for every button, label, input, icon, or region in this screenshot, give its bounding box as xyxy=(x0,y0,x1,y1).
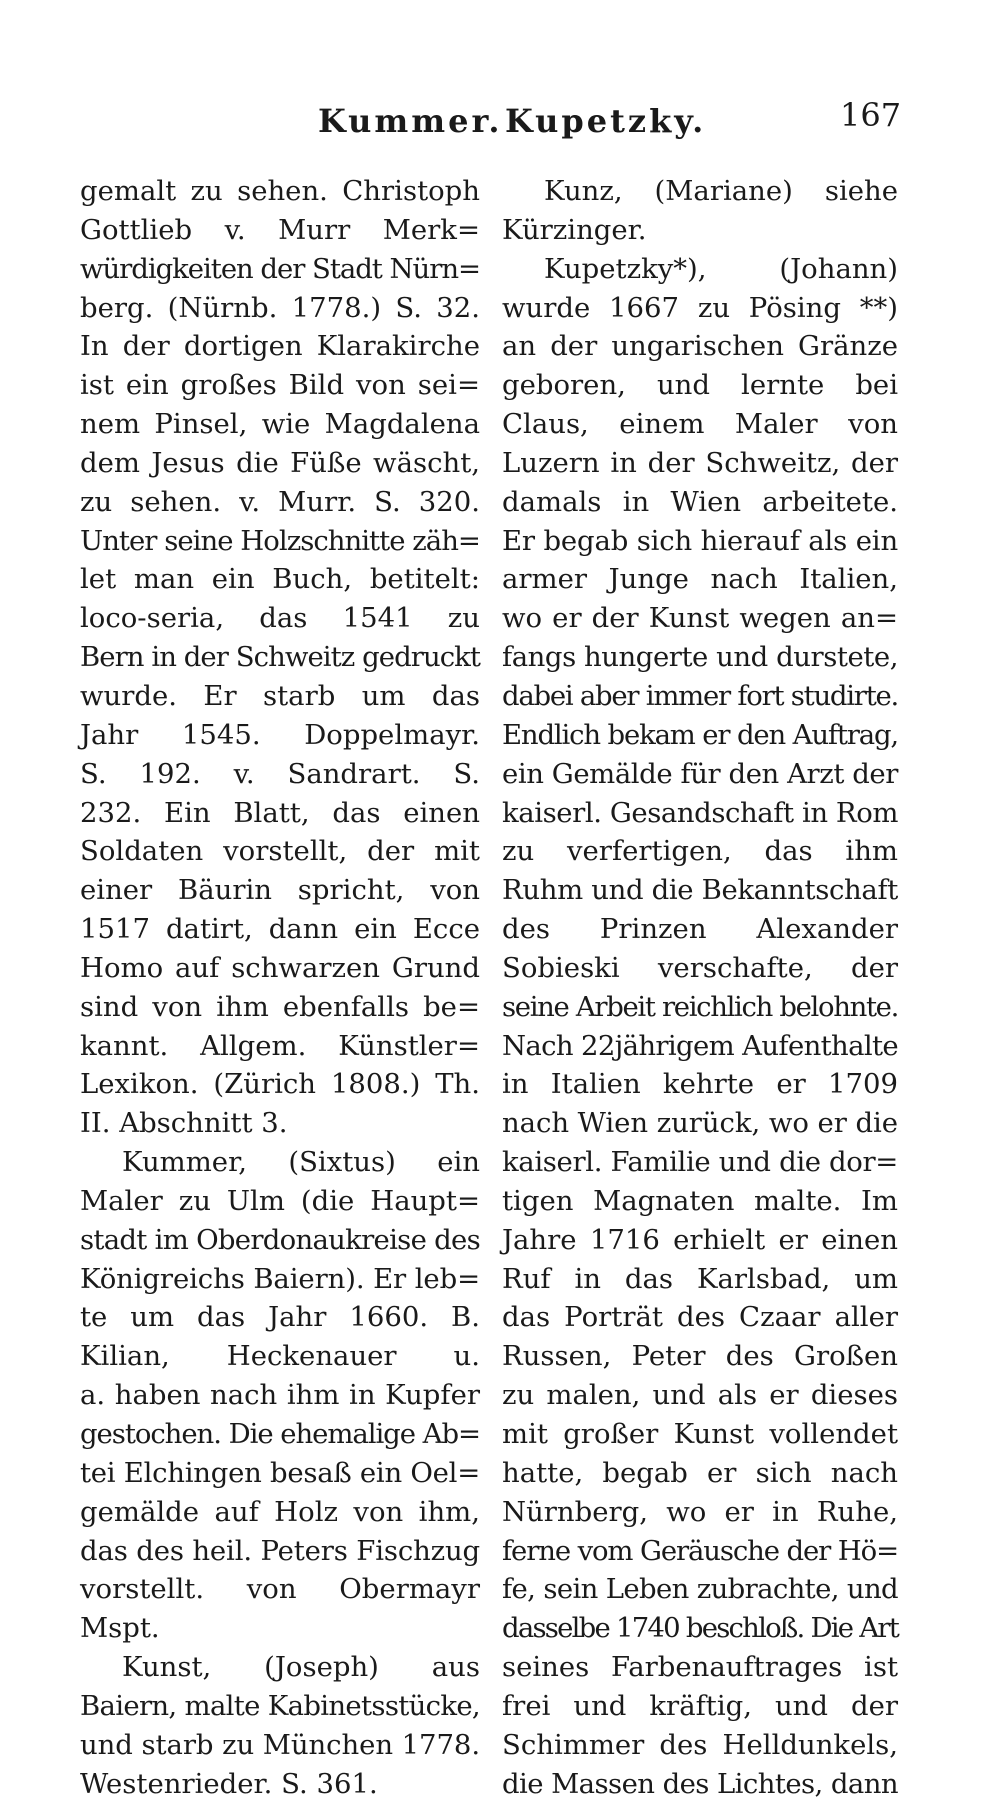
left-column xyxy=(80,172,480,1803)
text-line: des Prinzen Alexander xyxy=(502,913,898,946)
text-line: Sobieski verschafte, der xyxy=(502,951,898,984)
text-line: zu malen, und als er dieses xyxy=(502,1379,898,1412)
text-line: frei und kräftig, und der xyxy=(502,1689,898,1722)
text-line: gemälde auf Holz von ihm, xyxy=(80,1495,480,1528)
text-line: dem Jesus die Füße wäscht, xyxy=(80,446,480,479)
text-line: kannt. Allgem. Künstler= xyxy=(80,1029,480,1062)
text-line: gemalt zu sehen. Christoph xyxy=(80,175,480,207)
text-line: Unter seine Holzschnitte zäh= xyxy=(80,524,480,557)
text-line: S. 192. v. Sandrart. S. xyxy=(80,757,480,790)
header-left-entry: Kummer. xyxy=(318,102,503,140)
text-line: wurde 1667 zu Pösing **) xyxy=(502,291,898,324)
text-line: 232. Ein Blatt, das einen xyxy=(80,796,480,829)
text-line: Russen, Peter des Großen xyxy=(502,1340,898,1373)
text-line: vorstellt. von Obermayr xyxy=(80,1573,480,1606)
text-line: die Massen des Lichtes, dann xyxy=(502,1767,898,1800)
text-line: Kilian, Heckenauer u. xyxy=(80,1340,480,1373)
text-line: einer Bäurin spricht, von xyxy=(80,874,480,907)
text-line: in Italien kehrte er 1709 xyxy=(502,1068,898,1101)
text-line: zu sehen. v. Murr. S. 320. xyxy=(80,485,480,518)
text-line: Kummer, (Sixtus) ein xyxy=(122,1146,480,1179)
text-line: stadt im Oberdonaukreise des xyxy=(80,1223,480,1256)
text-line: zu verfertigen, das ihm xyxy=(502,835,898,868)
text-line: fangs hungerte und durstete, xyxy=(502,641,898,674)
text-line: tei Elchingen besaß ein Oel= xyxy=(80,1456,480,1489)
text-line: Kupetzky*), (Johann) xyxy=(544,252,898,285)
text-line: wurde. Er starb um das xyxy=(80,679,480,712)
text-line: Soldaten vorstellt, der mit xyxy=(80,835,480,868)
running-header xyxy=(0,96,1000,150)
text-line: sind von ihm ebenfalls be= xyxy=(80,990,480,1023)
text-line: das Porträt des Czaar aller xyxy=(502,1301,898,1334)
text-line: hatte, begab er sich nach xyxy=(502,1456,898,1489)
page-number: 167 xyxy=(840,96,902,134)
text-line: Baiern, malte Kabinetsstücke, xyxy=(80,1689,480,1722)
text-line: II. Abschnitt 3. xyxy=(80,1107,288,1140)
text-line: kaiserl. Gesandschaft in Rom xyxy=(502,796,898,829)
text-line: Jahr 1545. Doppelmayr. xyxy=(80,718,480,751)
text-line: Kunst, (Joseph) aus xyxy=(122,1651,480,1684)
text-line: Gottlieb v. Murr Merk= xyxy=(80,213,480,246)
text-line: Nürnberg, wo er in Ruhe, xyxy=(502,1495,898,1528)
text-line: an der ungarischen Gränze xyxy=(502,330,898,363)
text-line: armer Junge nach Italien, xyxy=(502,563,898,596)
text-line: ferne vom Geräusche der Hö= xyxy=(502,1534,898,1567)
text-line: Ruf in das Karlsbad, um xyxy=(502,1262,898,1295)
text-line: berg. (Nürnb. 1778.) S. 32. xyxy=(80,291,480,324)
text-line: Homo auf schwarzen Grund xyxy=(80,951,480,984)
header-right-entry: Kupetzky. xyxy=(505,102,707,140)
text-line: ein Gemälde für den Arzt der xyxy=(502,757,898,790)
text-line: ist ein großes Bild von sei= xyxy=(80,369,480,402)
text-line: Er begab sich hierauf als ein xyxy=(502,524,898,557)
text-line: das des heil. Peters Fischzug xyxy=(80,1534,480,1567)
text-line: Maler zu Ulm (die Haupt= xyxy=(80,1184,480,1217)
text-line: fe, sein Leben zubrachte, und xyxy=(502,1573,898,1606)
text-line: Schimmer des Helldunkels, xyxy=(502,1728,898,1761)
right-column xyxy=(502,172,898,1803)
text-line: mit großer Kunst vollendet xyxy=(502,1418,898,1450)
text-line: Bern in der Schweitz gedruckt xyxy=(80,641,480,674)
text-line: damals in Wien arbeitete. xyxy=(502,485,898,518)
text-line: dasselbe 1740 beschloß. Die Art xyxy=(502,1612,898,1645)
text-line: wo er der Kunst wegen an= xyxy=(502,602,898,635)
text-line: Endlich bekam er den Auftrag, xyxy=(502,718,898,751)
text-line: gestochen. Die ehemalige Ab= xyxy=(80,1418,480,1450)
text-line: In der dortigen Klarakirche xyxy=(80,330,480,363)
text-line: Königreichs Baiern). Er leb= xyxy=(80,1262,480,1295)
text-line: und starb zu München 1778. xyxy=(80,1728,480,1761)
text-line: würdigkeiten der Stadt Nürn= xyxy=(80,252,480,285)
text-line: Luzern in der Schweitz, der xyxy=(502,446,898,479)
text-line: 1517 datirt, dann ein Ecce xyxy=(80,913,480,946)
text-line: tigen Magnaten malte. Im xyxy=(502,1184,898,1217)
text-line: nach Wien zurück, wo er die xyxy=(502,1107,898,1140)
text-line: kaiserl. Familie und die dor= xyxy=(502,1146,898,1179)
text-line: dabei aber immer fort studirte. xyxy=(502,679,899,712)
text-line: geboren, und lernte bei xyxy=(502,369,898,402)
text-line: nem Pinsel, wie Magdalena xyxy=(80,408,480,441)
text-line: loco-seria, das 1541 zu xyxy=(80,602,480,635)
text-line: a. haben nach ihm in Kupfer xyxy=(80,1379,480,1412)
text-line: Westenrieder. S. 361. xyxy=(80,1767,378,1800)
text-line: Kürzinger. xyxy=(502,213,647,246)
text-line: Nach 22jährigem Aufenthalte xyxy=(502,1029,898,1062)
text-line: seine Arbeit reichlich belohnte. xyxy=(502,990,898,1023)
text-line: Claus, einem Maler von xyxy=(502,408,898,441)
text-line: Mspt. xyxy=(80,1612,160,1645)
text-line: Kunz, (Mariane) siehe xyxy=(544,175,898,207)
text-line: Lexikon. (Zürich 1808.) Th. xyxy=(80,1068,480,1101)
text-line: te um das Jahr 1660. B. xyxy=(80,1301,480,1334)
text-line: seines Farbenauftrages ist xyxy=(502,1651,898,1684)
text-line: Jahre 1716 erhielt er einen xyxy=(502,1223,898,1256)
text-line: Ruhm und die Bekanntschaft xyxy=(502,874,898,907)
text-line: let man ein Buch, betitelt: xyxy=(80,563,480,596)
